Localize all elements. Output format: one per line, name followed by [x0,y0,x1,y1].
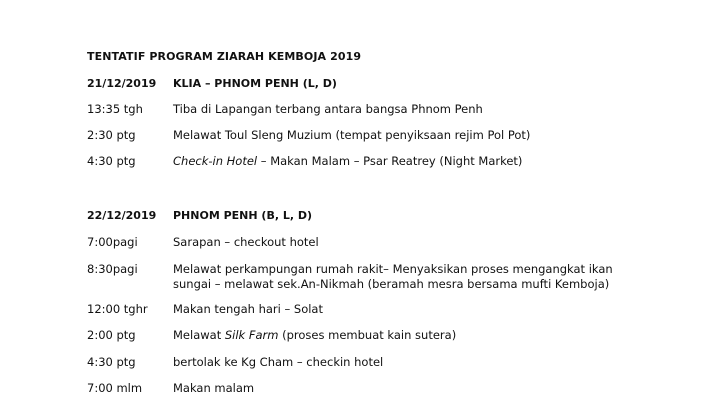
schedule-time: 4:30 ptg [87,355,136,369]
schedule-time: 7:00 mlm [87,381,143,395]
schedule-time: 2:00 ptg [87,328,136,342]
schedule-desc: bertolak ke Kg Cham – checkin hotel [173,355,384,369]
schedule-desc: Melawat Toul Sleng Muzium (tempat penyiksaan rejim Pol Pot) [173,128,531,142]
document-title: TENTATIF PROGRAM ZIARAH KEMBOJA 2019 [87,50,362,63]
schedule-desc: Tiba di Lapangan terbang antara bangsa Phnom Penh [173,102,483,116]
schedule-time: 4:30 ptg [87,154,136,168]
schedule-desc-italic: Check-in Hotel [173,154,258,168]
schedule-desc [173,262,693,292]
schedule-desc-rest: (proses membuat kain sutera) [278,328,457,342]
day-heading: PHNOM PENH (B, L, D) [173,209,313,222]
schedule-time: 12:00 tghr [87,302,148,316]
day-heading: KLIA – PHNOM PENH (L, D) [173,77,337,90]
schedule-desc-line: sungai – melawat sek.An-Nikmah (beramah mesra bersama mufti Kemboja) [173,277,610,291]
schedule-desc-italic: Silk Farm [224,328,279,342]
schedule-desc [173,154,693,169]
schedule-time: 8:30pagi [87,262,138,276]
schedule-time: 13:35 tgh [87,102,143,116]
day-date: 21/12/2019 [87,77,157,90]
schedule-desc-rest: – Makan Malam – Psar Reatrey (Night Market) [257,154,523,168]
schedule-desc: Makan malam [173,381,255,395]
schedule-desc-pre: Melawat [173,328,225,342]
schedule-time: 2:30 ptg [87,128,136,142]
schedule-desc: Sarapan – checkout hotel [173,235,319,249]
schedule-desc-line: Melawat perkampungan rumah rakit– Menyaksikan proses mengangkat ikan [173,262,613,276]
schedule-desc [173,328,693,343]
day-date: 22/12/2019 [87,209,157,222]
schedule-desc: Makan tengah hari – Solat [173,302,323,316]
schedule-time: 7:00pagi [87,235,138,249]
